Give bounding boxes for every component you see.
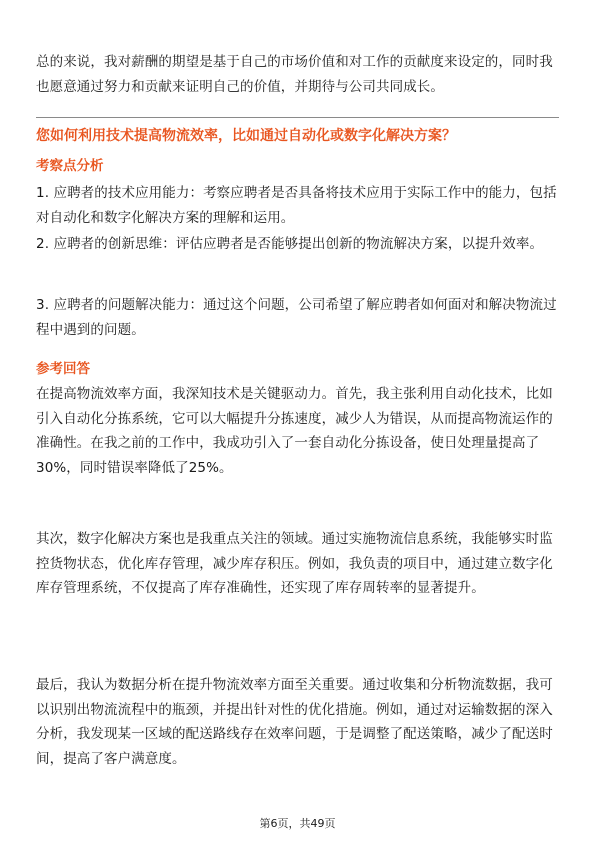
analysis-heading: 考察点分析 <box>36 158 104 174</box>
question-title: 您如何利用技术提高物流效率，比如通过自动化或数字化解决方案？ <box>36 128 456 144</box>
answer-paragraph: 其次，数字化解决方案也是我重点关注的领域。通过实施物流信息系统，我能够实时监控货物状态，优化库存管理，减少库存积压。例如，我负责的项目中，通过建立数字化库存管理系统，不仅提高了库存准确性，还实现了库存周转率的显著提升。 <box>36 531 553 596</box>
page-number: 第6页，共49页 <box>259 817 336 830</box>
intro-paragraph: 总的来说，我对薪酬的期望是基于自己的市场价值和对工作的贡献度来设定的，同时我也愿意通过努力和贡献来证明自己的价值，并期待与公司共同成长。 <box>36 54 553 95</box>
answer-paragraph: 最后，我认为数据分析在提升物流效率方面至关重要。通过收集和分析物流数据，我可以识别出物流流程中的瓶颈，并提出针对性的优化措施。例如，通过对运输数据的深入分析，我发现某一区域的配送路线存在效率问题，于是调整了配送策略，减少了配送时间，提高了客户满意度。 <box>36 677 553 767</box>
analysis-point: 2. 应聘者的创新思维：评估应聘者是否能够提出创新的物流解决方案，以提升效率。 <box>36 236 544 252</box>
analysis-point: 3. 应聘者的问题解决能力：通过这个问题，公司希望了解应聘者如何面对和解决物流过程中遇到的问题。 <box>36 297 557 338</box>
answer-heading: 参考回答 <box>36 361 90 377</box>
answer-paragraph: 在提高物流效率方面，我深知技术是关键驱动力。首先，我主张利用自动化技术，比如引入自动化分拣系统，它可以大幅提升分拣速度，减少人为错误，从而提高物流运作的准确性。在我之前的工作中，我成功引入了一套自动化分拣设备，使日处理量提高了30%，同时错误率降低了25%。 <box>36 386 553 476</box>
analysis-point: 1. 应聘者的技术应用能力：考察应聘者是否具备将技术应用于实际工作中的能力，包括对自动化和数字化解决方案的理解和运用。 <box>36 185 557 226</box>
section-divider <box>36 117 559 118</box>
